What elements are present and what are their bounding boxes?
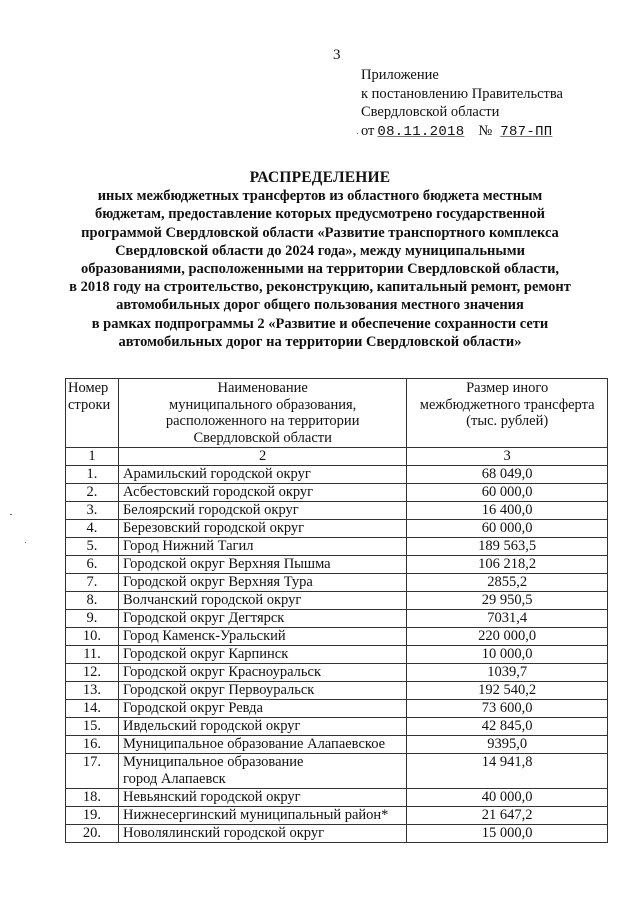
row-number: 20.	[66, 825, 119, 843]
row-number: 3.	[66, 502, 119, 520]
municipality-name: Белоярский городской округ	[118, 502, 406, 520]
municipality-name: Нижнесергинский муниципальный район*	[118, 807, 406, 825]
transfer-amount: 106 218,2	[407, 556, 608, 574]
transfer-amount: 192 540,2	[407, 682, 608, 700]
approval-line-3: Свердловской области	[361, 104, 500, 120]
row-number: 10.	[66, 628, 119, 646]
column-number-row	[66, 448, 608, 466]
transfer-amount: 68 049,0	[407, 466, 608, 484]
row-number: 13.	[66, 682, 119, 700]
row-number: 17.	[66, 754, 119, 789]
table-row	[66, 592, 608, 610]
title-line: бюджетам, предоставление которых предусмотрено государственной	[94, 206, 545, 223]
row-number: 6.	[66, 556, 119, 574]
title-line: в рамках подпрограммы 2 «Развитие и обеспечение сохранности сети	[91, 315, 549, 332]
title-line: автомобильных дорог общего пользования местного значения	[116, 297, 524, 314]
table-row	[66, 736, 608, 754]
table-row	[66, 466, 608, 484]
municipality-name: Город Нижний Тагил	[118, 538, 406, 556]
row-number: 14.	[66, 700, 119, 718]
transfer-amount: 7031,4	[407, 610, 608, 628]
title-line: программой Свердловской области «Развитие транспортного комплекса	[81, 224, 559, 241]
transfer-amount: 60 000,0	[407, 484, 608, 502]
header-row-number: Номер строки	[66, 379, 119, 448]
municipality-name: Невьянский городской округ	[118, 789, 406, 807]
municipality-name: Асбестовский городской округ	[118, 484, 406, 502]
table-row	[66, 628, 608, 646]
table-row	[66, 700, 608, 718]
transfer-amount: 2855,2	[407, 574, 608, 592]
municipality-name: Волчанский городской округ	[118, 592, 406, 610]
transfer-amount: 14 941,8	[407, 754, 608, 789]
municipality-name: Городской округ Ревда	[118, 700, 406, 718]
title-line: в 2018 году на строительство, реконструкцию, капитальный ремонт, ремонт	[69, 279, 571, 296]
transfer-amount: 73 600,0	[407, 700, 608, 718]
table-row	[66, 556, 608, 574]
row-number: 19.	[66, 807, 119, 825]
table-row	[66, 484, 608, 502]
table-row	[66, 502, 608, 520]
transfer-amount: 1039,7	[407, 664, 608, 682]
header-municipality-name: Наименование муниципального образования, расположенного на территории Свердловской области	[118, 379, 406, 448]
column-number: 2	[118, 448, 406, 466]
transfer-amount: 9395,0	[407, 736, 608, 754]
row-number: 16.	[66, 736, 119, 754]
column-number: 1	[66, 448, 119, 466]
row-number: 4.	[66, 520, 119, 538]
row-number: 1.	[66, 466, 119, 484]
transfer-amount: 40 000,0	[407, 789, 608, 807]
row-number: 5.	[66, 538, 119, 556]
municipality-name: Березовский городской округ	[118, 520, 406, 538]
approval-block	[361, 66, 563, 141]
scan-speck	[10, 514, 12, 515]
municipality-name: Городской округ Карпинск	[118, 646, 406, 664]
approval-line-1: Приложение	[361, 67, 439, 83]
transfer-amount: 15 000,0	[407, 825, 608, 843]
column-number: 3	[407, 448, 608, 466]
table-header-row	[66, 379, 608, 448]
table-row	[66, 807, 608, 825]
scan-speck	[357, 133, 358, 134]
row-number: 9.	[66, 610, 119, 628]
table-row	[66, 682, 608, 700]
page-number: 3	[333, 47, 341, 63]
transfer-amount: 16 400,0	[407, 502, 608, 520]
transfer-amount: 29 950,5	[407, 592, 608, 610]
municipality-name: Арамильский городской округ	[118, 466, 406, 484]
document-date: 08.11.2018	[377, 123, 465, 140]
title-line: иных межбюджетных трансфертов из областного бюджета местным	[97, 188, 543, 205]
transfer-amount: 42 845,0	[407, 718, 608, 736]
title-line: автомобильных дорог на территории Свердловской области»	[118, 333, 522, 350]
municipality-name: Новолялинский городской округ	[118, 825, 406, 843]
row-number: 7.	[66, 574, 119, 592]
table-row	[66, 610, 608, 628]
table-row	[66, 789, 608, 807]
transfer-amount: 21 647,2	[407, 807, 608, 825]
title-line: Свердловской области до 2024 года», между муниципальными	[115, 242, 525, 259]
municipality-name: Городской округ Верхняя Пышма	[118, 556, 406, 574]
row-number: 8.	[66, 592, 119, 610]
row-number: 15.	[66, 718, 119, 736]
municipality-name: Городской округ Красноуральск	[118, 664, 406, 682]
row-number: 11.	[66, 646, 119, 664]
table-row	[66, 646, 608, 664]
row-number: 18.	[66, 789, 119, 807]
table-row	[66, 718, 608, 736]
document-number: 787-ПП	[500, 123, 553, 140]
municipality-name: Городской округ Первоуральск	[118, 682, 406, 700]
table-row	[66, 520, 608, 538]
header-transfer-amount: Размер иного межбюджетного трансферта (тыс. рублей)	[407, 379, 608, 448]
table-row	[66, 664, 608, 682]
municipality-name: Город Каменск-Уральский	[118, 628, 406, 646]
approval-line-2: к постановлению Правительства	[361, 85, 563, 102]
distribution-table	[65, 378, 608, 843]
municipality-name: Муниципальное образование Алапаевское	[118, 736, 406, 754]
number-sign: №	[478, 122, 493, 139]
title-line: образованиями, расположенными на территории Свердловской области,	[80, 261, 560, 278]
title-heading: РАСПРЕДЕЛЕНИЕ	[249, 169, 391, 186]
transfer-amount: 189 563,5	[407, 538, 608, 556]
table-row	[66, 538, 608, 556]
row-number: 12.	[66, 664, 119, 682]
scan-speck	[25, 542, 26, 543]
municipality-name: Городской округ Дегтярск	[118, 610, 406, 628]
transfer-amount: 60 000,0	[407, 520, 608, 538]
table-row	[66, 574, 608, 592]
transfer-amount: 220 000,0	[407, 628, 608, 646]
municipality-name: Ивдельский городской округ	[118, 718, 406, 736]
row-number: 2.	[66, 484, 119, 502]
date-prefix: от	[361, 122, 375, 139]
municipality-name: Городской округ Верхняя Тура	[118, 574, 406, 592]
table-row	[66, 825, 608, 843]
approval-date-line	[361, 122, 563, 142]
municipality-name: Муниципальное образование город Алапаевск	[118, 754, 406, 789]
transfer-amount: 10 000,0	[407, 646, 608, 664]
table-row	[66, 754, 608, 789]
document-title	[40, 169, 600, 351]
